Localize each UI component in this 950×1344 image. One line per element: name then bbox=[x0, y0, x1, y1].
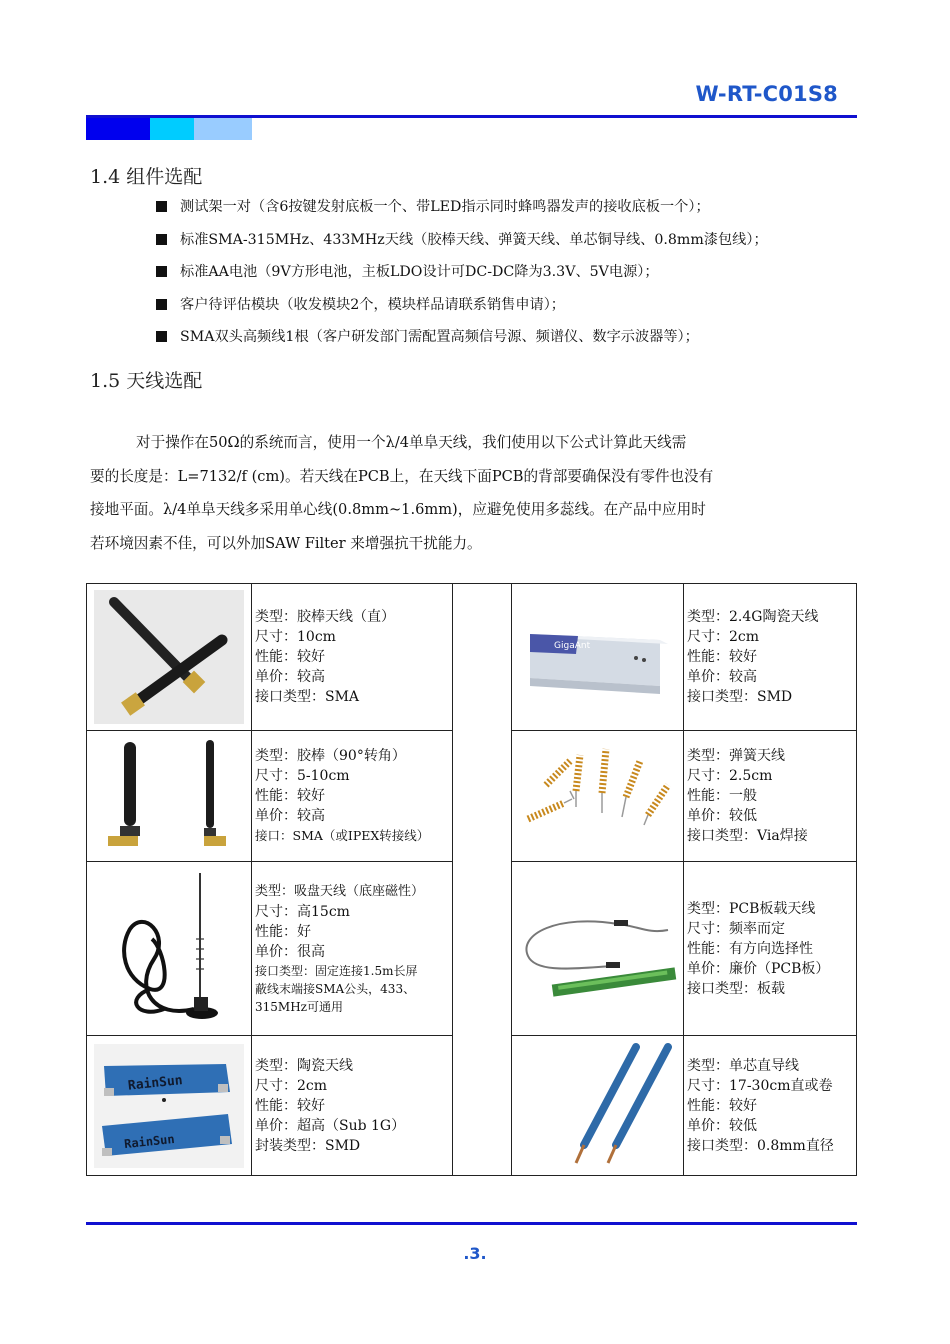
antenna-spec-cell bbox=[252, 731, 453, 862]
spec-line: 尺寸：2cm bbox=[687, 629, 760, 645]
spec-line: 性能：较好 bbox=[255, 1097, 325, 1114]
header-color-bars bbox=[86, 118, 252, 140]
spec-line: 类型：胶棒天线（直） bbox=[255, 609, 395, 625]
spec-line: 类型：弹簧天线 bbox=[687, 748, 785, 764]
bullet-square-icon bbox=[156, 201, 167, 212]
spec-line: 性能：较好 bbox=[687, 1097, 757, 1114]
antenna-table bbox=[86, 583, 857, 1176]
ceramic-2g4-antenna-photo bbox=[518, 602, 678, 712]
list-item bbox=[154, 196, 768, 229]
spec-line: 尺寸：频率而定 bbox=[687, 920, 785, 937]
antenna-brand-label: RainSun bbox=[127, 1072, 184, 1094]
spec-line: 单价：很高 bbox=[255, 943, 325, 960]
antenna-paragraph bbox=[90, 426, 830, 560]
antenna-spec-cell bbox=[684, 731, 857, 862]
list-item-text: 标准AA电池（9V方形电池，主板LDO设计可DC-DC降为3.3V、5V电源）； bbox=[180, 264, 659, 280]
spec-line: 类型：单芯直导线 bbox=[687, 1057, 799, 1074]
footer-rule bbox=[86, 1222, 857, 1225]
antenna-spec-cell bbox=[684, 584, 857, 731]
spec-line: 尺寸：17-30cm直或卷 bbox=[687, 1077, 833, 1094]
bullet-square-icon bbox=[156, 234, 167, 245]
bullet-square-icon bbox=[156, 266, 167, 277]
rubber-antenna-angled-photo bbox=[94, 734, 244, 858]
spec-line: 接口类型：固定连接1.5m长屏 bbox=[255, 963, 418, 978]
antenna-spec-cell bbox=[684, 1036, 857, 1176]
antenna-spec-cell bbox=[252, 584, 453, 731]
antenna-image-cell bbox=[512, 731, 684, 862]
antenna-image-cell bbox=[512, 1036, 684, 1176]
spec-line: 尺寸：2cm bbox=[255, 1077, 328, 1094]
spec-line: 性能：好 bbox=[255, 923, 311, 940]
section-1-4-title: 1.4 组件选配 bbox=[90, 166, 203, 188]
list-item bbox=[154, 229, 768, 262]
spec-line: 接口类型：板载 bbox=[687, 980, 785, 997]
bullet-square-icon bbox=[156, 299, 167, 310]
paragraph-line: 接地平面。λ/4单阜天线多采用单心线(0.8mm~1.6mm)，应避免使用多蕊线。在产品中应用时 bbox=[90, 501, 706, 518]
spec-line: 单价：较低 bbox=[687, 808, 757, 824]
paragraph-line: 要的长度是：L=7132/f (cm)。若天线在PCB上，在天线下面PCB的背部要确保没有零件也没有 bbox=[90, 467, 714, 485]
component-list bbox=[154, 196, 768, 359]
antenna-image-cell bbox=[87, 862, 252, 1036]
antenna-brand-label: GigaAnt bbox=[553, 641, 590, 651]
antenna-image-cell bbox=[87, 584, 252, 731]
antenna-spec-cell bbox=[252, 862, 453, 1036]
spec-line: 315MHz可通用 bbox=[255, 999, 343, 1014]
spec-line: 单价：超高（Sub 1G） bbox=[255, 1117, 406, 1134]
spec-line: 性能：较好 bbox=[687, 649, 757, 665]
antenna-spec-cell bbox=[684, 862, 857, 1036]
table-row bbox=[87, 584, 857, 731]
spec-line: 尺寸：2.5cm bbox=[687, 768, 773, 784]
spec-line: 性能：较好 bbox=[255, 788, 325, 804]
magnetic-base-antenna-photo bbox=[94, 869, 244, 1029]
spec-note bbox=[255, 962, 452, 1016]
antenna-image-cell bbox=[512, 862, 684, 1036]
header-bar-light-blue bbox=[194, 118, 252, 140]
list-item-text: 测试架一对（含6按键发射底板一个、带LED指示同时蜂鸣器发声的接收底板一个）； bbox=[180, 199, 710, 215]
spec-line: 类型：胶棒（90°转角） bbox=[255, 748, 406, 764]
spec-line: 性能：有方向选择性 bbox=[687, 940, 813, 957]
spec-line: 类型：吸盘天线（底座磁性） bbox=[255, 883, 425, 899]
antenna-spec-cell bbox=[252, 1036, 453, 1176]
antenna-image-cell bbox=[87, 731, 252, 862]
header-bar-cyan bbox=[150, 118, 194, 140]
spec-line: 类型：陶瓷天线 bbox=[255, 1057, 353, 1074]
spec-line: 接口类型：SMA bbox=[255, 689, 360, 705]
page-number: .3. bbox=[463, 1244, 487, 1263]
header-bar-dark-blue bbox=[86, 118, 150, 140]
spec-line: 单价：较高 bbox=[687, 669, 757, 685]
spec-line: 类型：2.4G陶瓷天线 bbox=[687, 609, 819, 625]
spec-line: 单价：较高 bbox=[255, 808, 325, 824]
list-item-text: 客户待评估模块（收发模块2个，模块样品请联系销售申请）； bbox=[180, 296, 565, 313]
spec-line: 尺寸：5-10cm bbox=[255, 768, 350, 784]
ceramic-antenna-photo bbox=[94, 1044, 244, 1168]
spec-line: 类型：PCB板载天线 bbox=[687, 900, 816, 917]
antenna-image-cell bbox=[512, 584, 684, 731]
rubber-antenna-straight-photo bbox=[94, 590, 244, 724]
list-item-text: SMA双头高频线1根（客户研发部门需配置高频信号源、频谱仪、数字示波器等）； bbox=[180, 329, 699, 345]
list-item bbox=[154, 261, 768, 294]
table-spacer-column bbox=[453, 584, 512, 1176]
single-core-wire-photo bbox=[518, 1041, 678, 1171]
spec-line: 性能：较好 bbox=[255, 649, 325, 665]
spec-line: 封装类型：SMD bbox=[255, 1137, 361, 1154]
antenna-brand-label: RainSun bbox=[123, 1131, 176, 1151]
spec-line: 单价：廉价（PCB板） bbox=[687, 960, 830, 977]
list-item bbox=[154, 294, 768, 327]
pcb-antenna-photo bbox=[518, 894, 678, 1004]
spec-line: 蔽线末端接SMA公头，433、 bbox=[255, 981, 416, 996]
spec-line: 性能：一般 bbox=[687, 788, 757, 804]
paragraph-line: 若环境因素不佳，可以外加SAW Filter 来增强抗干扰能力。 bbox=[90, 534, 482, 552]
document-code: W-RT-C01S8 bbox=[695, 82, 838, 106]
spec-line: 单价：较高 bbox=[255, 669, 325, 685]
spec-line: 尺寸：高15cm bbox=[255, 903, 350, 920]
spec-line: 接口：SMA（或IPEX转接线） bbox=[255, 828, 430, 843]
antenna-image-cell bbox=[87, 1036, 252, 1176]
bullet-square-icon bbox=[156, 331, 167, 342]
paragraph-line: 对于操作在50Ω的系统而言，使用一个λ/4单阜天线，我们使用以下公式计算此天线需 bbox=[136, 434, 687, 451]
list-item bbox=[154, 326, 768, 359]
spring-antenna-photo bbox=[518, 741, 678, 851]
spec-line: 单价：较低 bbox=[687, 1117, 757, 1134]
list-item-text: 标准SMA-315MHz、433MHz天线（胶棒天线、弹簧天线、单芯铜导线、0.8mm漆包线）； bbox=[180, 231, 768, 248]
spec-line: 尺寸：10cm bbox=[255, 629, 336, 645]
section-1-5-title: 1.5 天线选配 bbox=[90, 370, 203, 392]
spec-line: 接口类型：SMD bbox=[687, 689, 793, 705]
spec-line: 接口类型：0.8mm直径 bbox=[687, 1137, 834, 1154]
spec-line: 接口类型：Via焊接 bbox=[687, 828, 808, 844]
